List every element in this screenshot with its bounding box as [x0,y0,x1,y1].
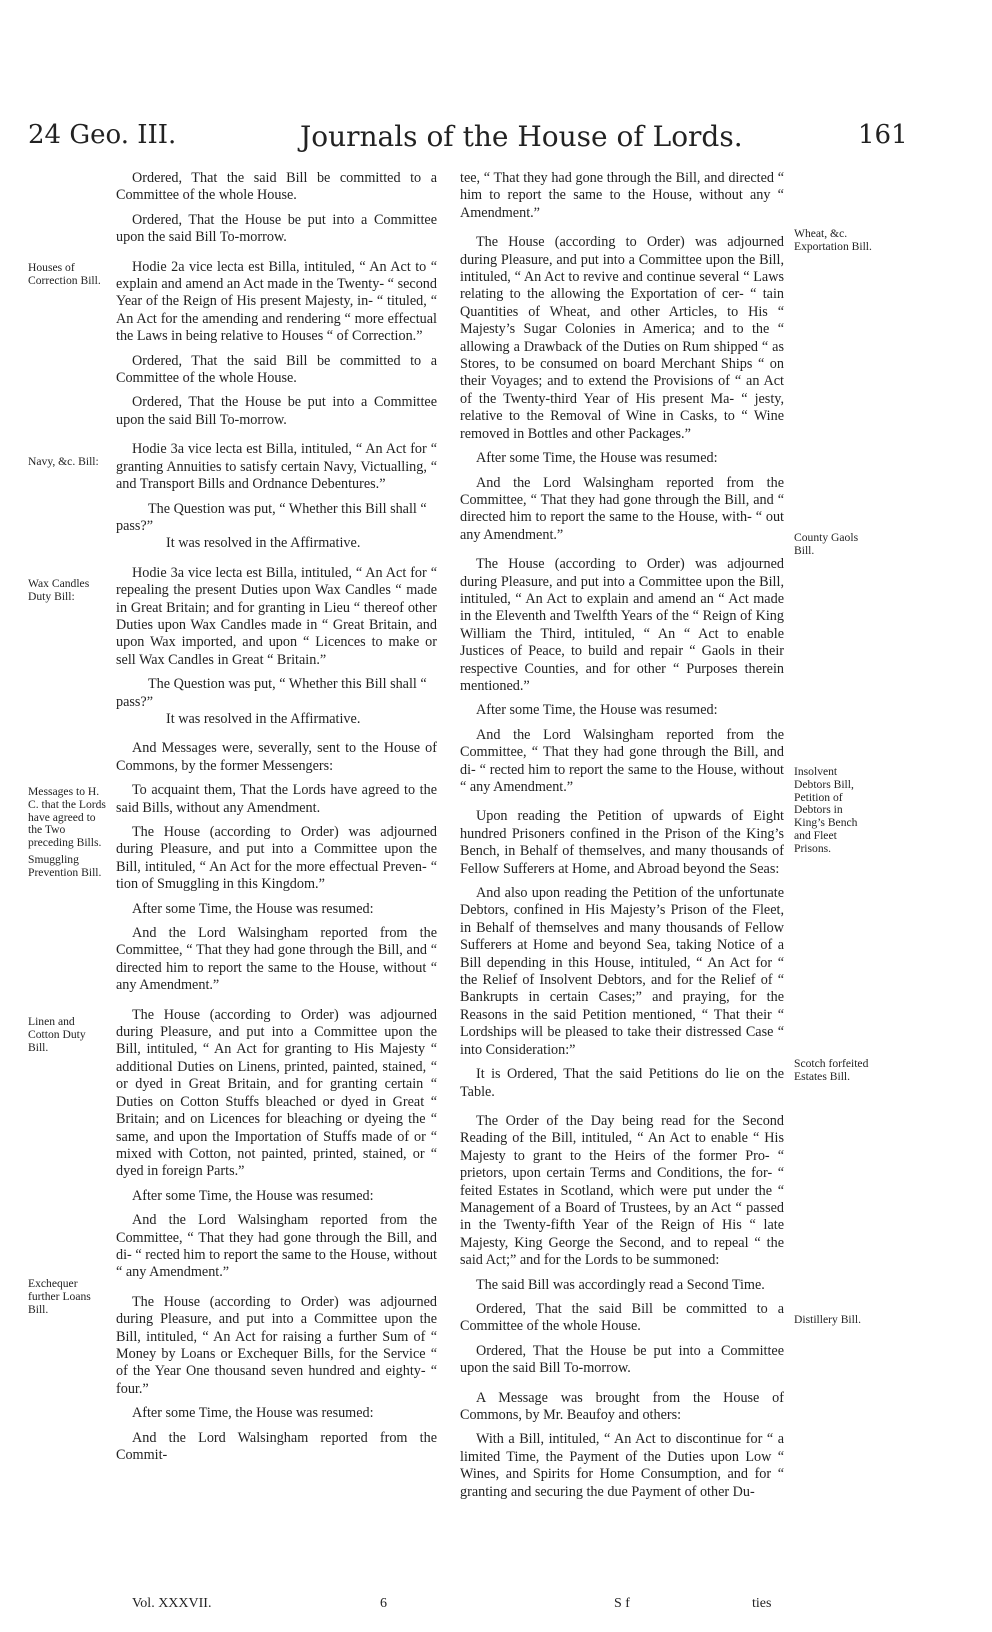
paragraph: After some Time, the House was resumed: [132,1405,374,1422]
paragraph: tee, “ That they had gone through the Bill, and directed “ him to report the same to the House, without any “ Amendment.” [460,170,784,221]
paragraph: It was resolved in the Affirmative. [166,535,361,552]
right-column [460,170,784,1508]
paragraph: Ordered, That the said Bill be committed to a Committee of the whole House. [116,352,437,387]
paragraph: It is Ordered, That the said Petitions do lie on the Table. [460,1066,784,1100]
margin-note-smuggling: Smuggling Prevention Bill. [28,853,102,879]
margin-note-distillery: Distillery Bill. [794,1313,861,1326]
paragraph: With a Bill, intituled, “ An Act to discontinue for “ a limited Time, the Payment of the Duties upon Low “ Wines, and Spirits for Home Consumption, and for “ granting and securing the due Payment of other Du- [460,1431,784,1500]
margin-note-messages: Messages to H. C. that the Lords have agreed to the Two preceding Bills. [28,785,106,850]
paragraph: The House (according to Order) was adjourned during Pleasure, and put into a Committee upon the Bill, intituled, “ An Act to explain and amend an “ Act made in the Eleventh and Twelfth Years of the “ Reign of King William the Third, intituled, “ An “ Act to enable Justices of Peace, to build and repair “ Gaols in their respective Counties, and for other “ Purposes therein mentioned.” [460,556,784,694]
page-header [0,120,992,160]
paragraph: To acquaint them, That the Lords have agreed to the said Bills, without any Amendment. [116,782,437,816]
signature-mark: S f [614,1596,630,1611]
paragraph: And Messages were, severally, sent to the House of Commons, by the former Messengers: [116,740,437,774]
paragraph: The House (according to Order) was adjourned during Pleasure, and put into a Committee upon the Bill, intituled, “ An Act for raising a further Sum of “ Money by Loans or Exchequer Bills, for the Service “ of the Year One thousand seven hundred and eighty- “ four.” [116,1293,437,1397]
left-column [116,170,437,1471]
paragraph: And the Lord Walsingham reported from the Committee, “ That they had gone through the Bill, and “ directed him to report the same to the House, without “ any Amendment.” [116,925,437,994]
paragraph: Ordered, That the House be put into a Committee upon the said Bill To-morrow. [460,1342,784,1377]
paragraph: It was resolved in the Affirmative. [166,710,361,727]
paragraph: Ordered, That the said Bill be committed to a Committee of the whole House. [116,170,437,204]
paragraph: The House (according to Order) was adjourned during Pleasure, and put into a Committee upon the Bill, intituled, “ An Act for granting to His Majesty “ additional Duties on Linens, printed, painted, stained, “ or dyed in Great Britain, and for granting certain “ Duties on Cotton Stuffs bleached or dyed in Great “ Britain; and on Licences for bleaching or dyeing the “ same, and upon the Importation of Stuffs made of or “ mixed with Cotton, not painted, printed, stained, or “ dyed in foreign Parts.” [116,1006,437,1180]
margin-note-wheat: Wheat, &c. Exportation Bill. [794,227,872,253]
margin-note-linen-cotton: Linen and Cotton Duty Bill. [28,1015,86,1054]
paragraph: And the Lord Walsingham reported from the Committee, “ That they had gone through the Bill, and di- “ rected him to report the same to the House, without “ any Amendment.” [116,1212,437,1281]
paragraph: The Question was put, “ Whether this Bill shall “ pass?” [116,500,427,534]
margin-note-scotch-estates: Scotch forfeited Estates Bill. [794,1057,869,1083]
paragraph: A Message was brought from the House of Commons, by Mr. Beaufoy and others: [460,1389,784,1423]
margin-note-wax-candles: Wax Candles Duty Bill: [28,577,90,603]
catchword: ties [752,1596,772,1611]
footer-number: 6 [380,1596,387,1611]
volume-label: Vol. XXXVII. [132,1596,212,1611]
paragraph: After some Time, the House was resumed: [132,1187,374,1204]
paragraph: The House (according to Order) was adjourned during Pleasure, and put into a Committee upon the Bill, intituled, “ An Act to revive and continue several “ Laws relating to the allowing the Exportation of cer- “ tain Quantities of Wheat, and other Articles, to His “ Majesty’s Sugar Colonies in America; and to the “ allowing a Drawback of the Duties on Rum shipped “ as Stores, to be consumed on board Merchant Ships “ on their Voyages; and to extend the Provisions of “ an Act of the Twenty-third Year of His present Ma- “ jesty, relative to the Removal of Wine in Casks, to “ Wine removed in Bottles and other Packages.” [460,234,784,442]
margin-note-insolvent-debtors: Insolvent Debtors Bill, Petition of Debtors in King’s Bench and Fleet Prisons. [794,765,858,855]
paragraph: The said Bill was accordingly read a Second Time. [476,1276,765,1293]
paragraph: Ordered, That the House be put into a Committee upon the said Bill To-morrow. [116,394,437,428]
page-title: Journals of the House of Lords. [300,120,743,153]
paragraph: And also upon reading the Petition of the unfortunate Debtors, confined in His Majesty’s Prison of the Fleet, in Behalf of themselves and many thousands of Fellow Sufferers at Home and beyond Sea, taking Notice of a Bill depending in this House, intituled, “ An Act for “ the Relief of Insolvent Debtors, and for the Relief of “ Bankrupts in certain Cases;” and praying, for the Reasons in the said Petition mentioned, “ That their “ Lordships will be pleased to take their distressed Case “ into Consideration:” [460,885,784,1058]
paragraph: Hodie 2a vice lecta est Billa, intituled, “ An Act to “ explain and amend an Act made in the Twenty- “ second Year of the Reign of His present Majesty, in- “ tituled, “ An Act for the amending and rendering “ more effectual the Laws in being relative to Houses “ of Correction.” [116,258,437,345]
page-number: 161 [858,120,908,150]
margin-note-navy: Navy, &c. Bill: [28,455,99,468]
paragraph: The Question was put, “ Whether this Bill shall “ pass?” [116,676,427,710]
paragraph: Hodie 3a vice lecta est Billa, intituled, “ An Act for “ granting Annuities to satisfy certain Navy, Victualling, “ and Transport Bills and Ordnance Debentures.” [116,441,437,493]
margin-note-exchequer: Exchequer further Loans Bill. [28,1277,91,1316]
paragraph: And the Lord Walsingham reported from the Commit- [116,1429,437,1463]
paragraph: The House (according to Order) was adjourned during Pleasure, and put into a Committee upon the Bill, intituled, “ An Act for the more effectual Preven- “ tion of Smuggling in this Kingdom.” [116,824,437,893]
margin-note-county-gaols: County Gaols Bill. [794,531,859,557]
margin-note-houses-of-correction: Houses of Correction Bill. [28,261,101,287]
paragraph: After some Time, the House was resumed: [476,702,718,719]
paragraph: The Order of the Day being read for the Second Reading of the Bill, intituled, “ An Act to enable “ His Majesty to grant to the Heirs of the former Pro- “ prietors, upon certain Terms and Conditions, the for- “ feited Estates in Scotland, which were put under the “ Management of a Board of Trustees, by an Act “ passed in the Twenty-fifth Year of the Reign of His “ late Majesty, King George the Second, and to repeal “ the said Act;” and for the Lords to be summoned: [460,1112,784,1269]
paragraph: And the Lord Walsingham reported from the Committee, “ That they had gone through the Bill, and di- “ rected him to report the same to the House, without “ any Amendment.” [460,726,784,795]
paragraph: Upon reading the Petition of upwards of Eight hundred Prisoners confined in the Prison of the King’s Bench, in Behalf of themselves, and many thousands of Fellow Sufferers at Home, and Abroad beyond the Seas: [460,808,784,877]
paragraph: And the Lord Walsingham reported from the Committee, “ That they had gone through the Bill, and “ directed him to report the same to the House, with- “ out any Amendment.” [460,474,784,543]
paragraph: Ordered, That the said Bill be committed to a Committee of the whole House. [460,1300,784,1335]
paragraph: Hodie 3a vice lecta est Billa, intituled, “ An Act for “ repealing the present Duties upon Wax Candles “ made in Great Britain; and for granting in Lieu “ thereof other Duties upon Wax Candles made in “ Great Britain, and upon Wax imported, and upon “ Licences to make or sell Wax Candles in Great “ Britain.” [116,564,437,668]
paragraph: After some Time, the House was resumed: [132,900,374,917]
paragraph: Ordered, That the House be put into a Committee upon the said Bill To-morrow. [116,211,437,246]
regnal-year: 24 Geo. III. [28,120,177,150]
paragraph: After some Time, the House was resumed: [476,450,718,467]
